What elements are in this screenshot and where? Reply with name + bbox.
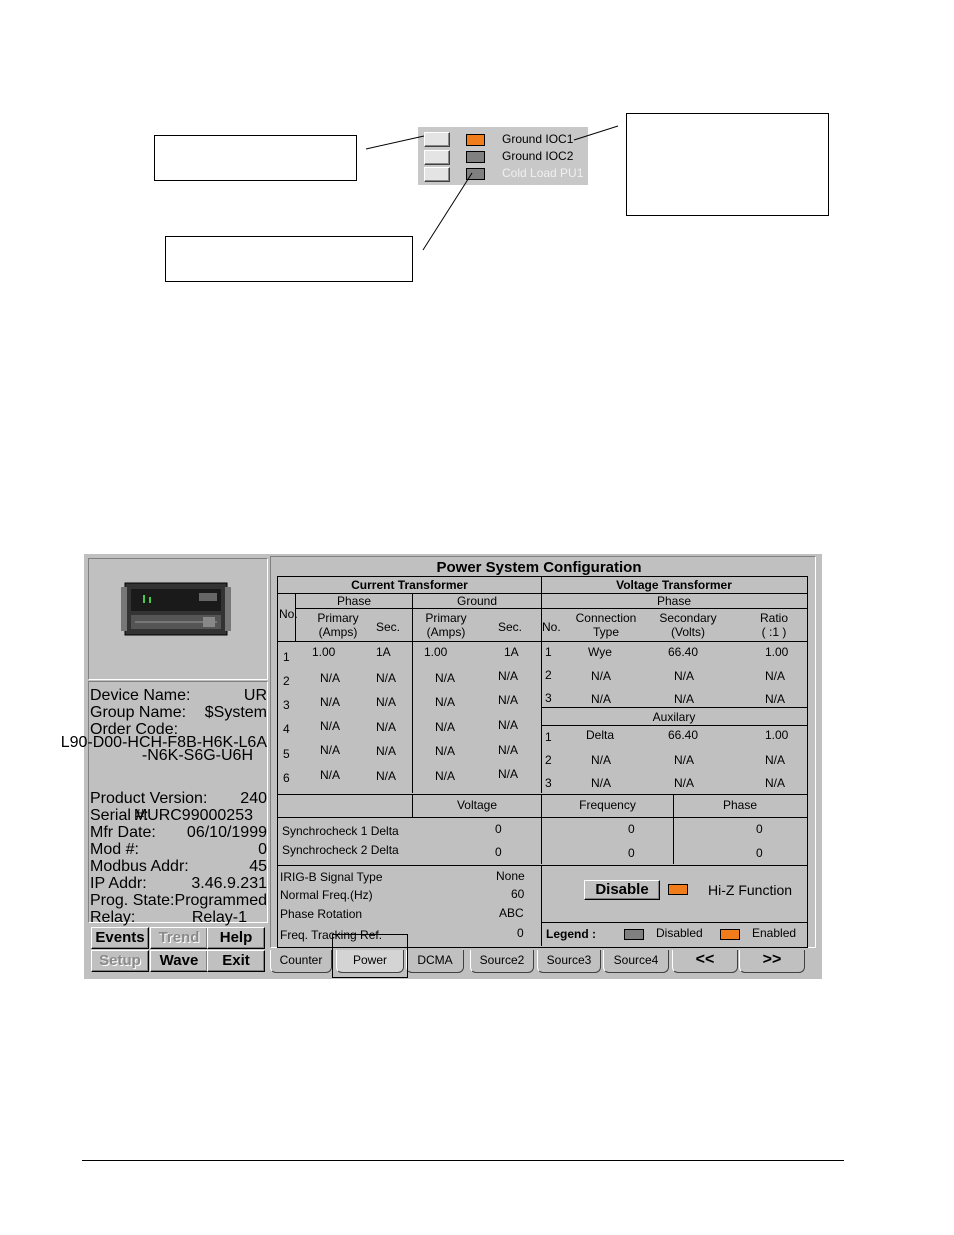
vt-secondary-value: 66.40 [668, 645, 699, 659]
mfr-date-value: 06/10/1999 [186, 824, 267, 841]
table-row: 6 [283, 771, 290, 785]
vt-secondary-value: 66.40 [668, 728, 699, 742]
irig-value: None [496, 869, 525, 883]
group-name-value: $System [204, 704, 267, 721]
legend-enabled-label: Enabled [752, 926, 797, 940]
product-version-value: 240 [240, 790, 267, 807]
legend-disabled-swatch [624, 929, 644, 940]
device-info-panel [60, 681, 268, 926]
vt-conn-value: N/A [591, 669, 612, 683]
frequency-header: Frequency [579, 798, 636, 812]
legend-label: Legend : [546, 927, 596, 941]
vt-ratio-value: 1.00 [765, 728, 789, 742]
vt-no-header: No. [542, 620, 561, 634]
vt-secondary-value: N/A [674, 692, 695, 706]
vt-secondary-value: N/A [674, 776, 695, 790]
tab-prev[interactable]: << [672, 950, 738, 973]
order-code-value-line2: -N6K-S6G-U6H [141, 747, 253, 764]
hiz-function-label: Hi-Z Function [708, 882, 793, 898]
wave-button[interactable]: Wave [150, 950, 208, 972]
callout-box-label [626, 113, 829, 216]
vt-secondary-header: Secondary (Volts) [659, 611, 717, 639]
order-code-value-line1: L90-D00-HCH-F8B-H6K-L6A [60, 734, 267, 751]
gnd-primary-header: Primary (Amps) [425, 611, 467, 639]
phase-rotation-value: ABC [499, 906, 524, 920]
toggle-button-1[interactable] [424, 132, 450, 147]
ct-sec-header: Sec. [376, 620, 401, 634]
element-label: Ground IOC1 [502, 132, 574, 146]
table-row: 3 [283, 698, 290, 712]
element-label: Ground IOC2 [502, 149, 574, 163]
tab-dcma[interactable]: DCMA [406, 950, 464, 973]
product-version-label: Product Version: [90, 790, 208, 807]
tab-source4[interactable]: Source4 [603, 950, 669, 973]
ct-sec-value: N/A [376, 671, 397, 685]
modbus-value: 45 [249, 858, 267, 875]
vt-ratio-value: N/A [765, 692, 786, 706]
gnd-primary-value: 1.00 [424, 645, 448, 659]
ct-phase-header: Phase [336, 594, 372, 608]
element-status-snippet [418, 127, 588, 185]
legend-disabled-label: Disabled [656, 926, 703, 940]
mod-value: 0 [258, 841, 267, 858]
power-tab-highlight-box [332, 934, 408, 978]
mfr-date-label: Mfr Date: [90, 824, 156, 841]
table-row: 3 [545, 776, 552, 790]
gnd-sec-value: N/A [498, 743, 519, 757]
normal-freq-label: Normal Freq.(Hz) [280, 888, 373, 902]
table-row: 3 [545, 691, 552, 705]
vt-secondary-value: N/A [674, 753, 695, 767]
vt-ratio-value: N/A [765, 776, 786, 790]
ct-primary-value: N/A [320, 768, 341, 782]
ip-label: IP Addr: [90, 875, 147, 892]
vt-ratio-value: N/A [765, 753, 786, 767]
modbus-label: Modbus Addr: [90, 858, 189, 875]
ct-sec-value: N/A [376, 744, 397, 758]
tab-source3[interactable]: Source3 [537, 950, 601, 973]
sync-frequency-value: 0 [628, 846, 635, 860]
tab-source2[interactable]: Source2 [470, 950, 534, 973]
sync-row-label: Synchrocheck 2 Delta [282, 843, 399, 857]
callout-box-indicator [165, 236, 413, 282]
gnd-sec-header: Sec. [498, 620, 523, 634]
tab-next[interactable]: >> [739, 950, 805, 973]
relay-device-icon [121, 581, 231, 639]
events-button[interactable]: Events [91, 927, 149, 949]
page-footer-rule [82, 1160, 844, 1161]
relay-setup-screen [60, 554, 822, 979]
sync-phase-value: 0 [756, 822, 763, 836]
device-name-value: UR [243, 687, 267, 704]
serial-value: MURC99000253 [133, 807, 253, 824]
voltage-header: Voltage [456, 798, 498, 812]
table-row: 2 [545, 668, 552, 682]
ct-sec-value: 1A [376, 645, 391, 659]
vt-secondary-value: N/A [674, 669, 695, 683]
exit-button[interactable]: Exit [207, 950, 265, 972]
table-row: 2 [545, 753, 552, 767]
ct-primary-header: Primary (Amps) [317, 611, 359, 639]
mod-label: Mod #: [90, 841, 139, 858]
table-row: 2 [283, 674, 290, 688]
disable-button[interactable]: Disable [584, 880, 660, 900]
table-row: 1 [283, 650, 290, 664]
vt-conn-header: Connection Type [575, 611, 637, 639]
vt-conn-value: Delta [586, 728, 615, 742]
gnd-primary-value: N/A [435, 695, 456, 709]
gnd-sec-value: N/A [498, 693, 519, 707]
ct-primary-value: N/A [320, 719, 341, 733]
gnd-sec-value: N/A [498, 767, 519, 781]
device-image-frame [88, 558, 268, 680]
setup-button[interactable]: Setup [91, 950, 149, 972]
vt-auxilary-header: Auxilary [652, 710, 696, 724]
ct-no-header: No. [279, 607, 298, 621]
callout-box-buttons [154, 135, 357, 181]
irig-label: IRIG-B Signal Type [280, 870, 383, 884]
tab-power[interactable]: Power [336, 950, 404, 973]
ct-primary-value: N/A [320, 695, 341, 709]
gnd-primary-value: N/A [435, 769, 456, 783]
freq-tracking-label: Freq. Tracking Ref. [280, 928, 383, 942]
order-code-label: Order Code: [90, 721, 179, 738]
help-button[interactable]: Help [207, 927, 265, 949]
ct-header: Current Transformer [351, 578, 468, 592]
tab-counter[interactable]: Counter [270, 950, 332, 973]
sync-frequency-value: 0 [628, 822, 635, 836]
relay-value: Relay-1 [191, 909, 247, 926]
normal-freq-value: 60 [511, 887, 525, 901]
freq-tracking-value: 0 [517, 926, 524, 940]
gnd-sec-value: N/A [498, 669, 519, 683]
group-name-label: Group Name: [90, 704, 187, 721]
ct-sec-value: N/A [376, 720, 397, 734]
gnd-primary-value: N/A [435, 671, 456, 685]
vt-conn-value: N/A [591, 753, 612, 767]
table-row: 1 [545, 730, 552, 744]
prog-state-value: Programmed [174, 892, 267, 909]
status-indicator-enabled [466, 134, 485, 146]
sync-voltage-value: 0 [495, 822, 502, 836]
phase-rotation-label: Phase Rotation [280, 907, 363, 921]
vt-phase-header: Phase [656, 594, 692, 608]
toggle-button-2[interactable] [424, 150, 450, 165]
sync-row-label: Synchrocheck 1 Delta [282, 824, 399, 838]
table-row: 4 [283, 722, 290, 736]
ct-sec-value: N/A [376, 695, 397, 709]
gnd-primary-value: N/A [435, 720, 456, 734]
element-label: Cold Load PU1 [502, 166, 584, 180]
ct-primary-value: N/A [320, 671, 341, 685]
table-row: 5 [283, 747, 290, 761]
status-indicator-disabled [466, 168, 485, 180]
toggle-button-3[interactable] [424, 167, 450, 182]
vt-ratio-header: Ratio ( :1 ) [759, 611, 788, 639]
config-title: Power System Configuration [436, 559, 642, 576]
ip-value: 3.46.9.231 [191, 875, 267, 892]
ct-ground-header: Ground [456, 594, 498, 608]
vt-conn-value: N/A [591, 692, 612, 706]
gnd-sec-value: 1A [504, 645, 519, 659]
vt-conn-value: Wye [588, 645, 612, 659]
sync-voltage-value: 0 [495, 845, 502, 859]
table-row: 1 [545, 645, 552, 659]
vt-ratio-value: 1.00 [765, 645, 789, 659]
prog-state-label: Prog. State: [90, 892, 175, 909]
trend-button[interactable]: Trend [150, 927, 208, 949]
relay-label: Relay: [90, 909, 136, 926]
vt-ratio-value: N/A [765, 669, 786, 683]
serial-label: Serial #: [90, 807, 149, 824]
phase-header: Phase [722, 798, 758, 812]
vt-conn-value: N/A [591, 776, 612, 790]
ct-primary-value: N/A [320, 743, 341, 757]
sync-phase-value: 0 [756, 846, 763, 860]
gnd-primary-value: N/A [435, 744, 456, 758]
vt-header: Voltage Transformer [616, 578, 732, 592]
status-indicator-disabled [466, 151, 485, 163]
ct-sec-value: N/A [376, 769, 397, 783]
device-name-label: Device Name: [90, 687, 191, 704]
legend-enabled-swatch [720, 929, 740, 940]
hiz-status-indicator [668, 884, 688, 895]
ct-primary-value: 1.00 [312, 645, 336, 659]
gnd-sec-value: N/A [498, 718, 519, 732]
